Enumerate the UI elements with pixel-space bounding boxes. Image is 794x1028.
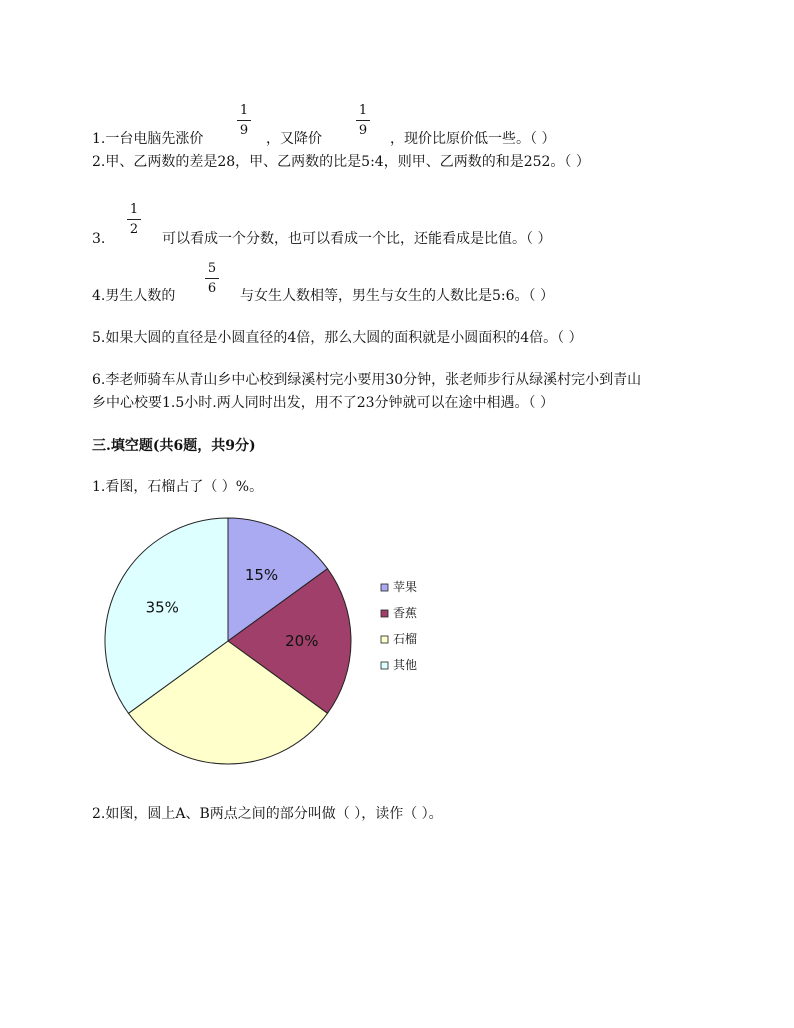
q4-fraction bbox=[205, 262, 219, 296]
q1-fraction-2-bar bbox=[356, 120, 370, 121]
legend-swatch-1 bbox=[381, 584, 388, 591]
q1-fraction-1-numerator: 1 bbox=[239, 103, 249, 118]
q3-fraction-bar bbox=[127, 219, 141, 220]
pie-chart bbox=[95, 510, 435, 780]
q1-fraction-1-bar bbox=[237, 120, 251, 121]
pie-data-label-2: 20% bbox=[285, 632, 319, 650]
legend-swatch-3 bbox=[381, 636, 388, 643]
pie-legend bbox=[381, 580, 417, 672]
q3-text-after: 可以看成一个分数，也可以看成一个比，还能看成是比值。（ ） bbox=[162, 231, 552, 247]
q3-fraction-denominator: 2 bbox=[129, 222, 139, 237]
legend-swatch-4 bbox=[381, 662, 388, 669]
q2-text: 2.甲、乙两数的差是28，甲、乙两数的比是5:4，则甲、乙两数的和是252。（ ） bbox=[92, 154, 590, 170]
q4-fraction-numerator: 5 bbox=[207, 261, 217, 276]
q1-text-before: 1.一台电脑先涨价 bbox=[92, 131, 204, 147]
q4-text-before: 4.男生人数的 bbox=[92, 288, 176, 304]
section-title: 三.填空题(共6题，共9分) bbox=[92, 438, 256, 454]
q6-text-line-1: 6.李老师骑车从青山乡中心校到绿溪村完小要用30分钟，张老师步行从绿溪村完小到青山 bbox=[92, 372, 642, 388]
pie-data-label-4: 35% bbox=[145, 598, 179, 617]
q3-fraction bbox=[127, 203, 141, 237]
q1-fraction-2 bbox=[356, 104, 370, 138]
q1-fraction-2-numerator: 1 bbox=[358, 103, 368, 118]
q3-fraction-numerator: 1 bbox=[129, 202, 139, 217]
q5-text: 5.如果大圆的直径是小圆直径的4倍，那么大圆的面积就是小圆面积的4倍。（ ） bbox=[92, 330, 583, 346]
q1-fraction-1-denominator: 9 bbox=[239, 123, 249, 138]
q6-text-line-2: 乡中心校要1.5小时.两人同时出发，用不了23分钟就可以在途中相遇。（ ） bbox=[92, 395, 554, 411]
legend-swatch-2 bbox=[381, 610, 388, 617]
q1-text-after: ，现价比原价低一些。（ ） bbox=[390, 131, 556, 147]
legend-label-1: 苹果 bbox=[393, 580, 418, 594]
q4-fraction-denominator: 6 bbox=[207, 281, 217, 296]
q3-text-before: 3. bbox=[92, 231, 106, 247]
q1-fraction-1 bbox=[237, 104, 251, 138]
q4-fraction-bar bbox=[205, 278, 219, 279]
q1-text-mid: ，又降价 bbox=[266, 131, 322, 147]
q4-text-after: 与女生人数相等，男生与女生的人数比是5:6。（ ） bbox=[240, 288, 554, 304]
legend-label-4: 其他 bbox=[393, 658, 418, 672]
q1-fraction-2-denominator: 9 bbox=[358, 123, 368, 138]
fill-q2-text: 2.如图，圆上A、B两点之间的部分叫做（ ），读作（ ）。 bbox=[92, 806, 443, 822]
fill-q1-text: 1.看图，石榴占了（ ）%。 bbox=[92, 479, 264, 495]
pie-data-label-1: 15% bbox=[244, 566, 279, 585]
legend-label-3: 石榴 bbox=[393, 632, 418, 646]
legend-label-2: 香蕉 bbox=[393, 606, 418, 620]
